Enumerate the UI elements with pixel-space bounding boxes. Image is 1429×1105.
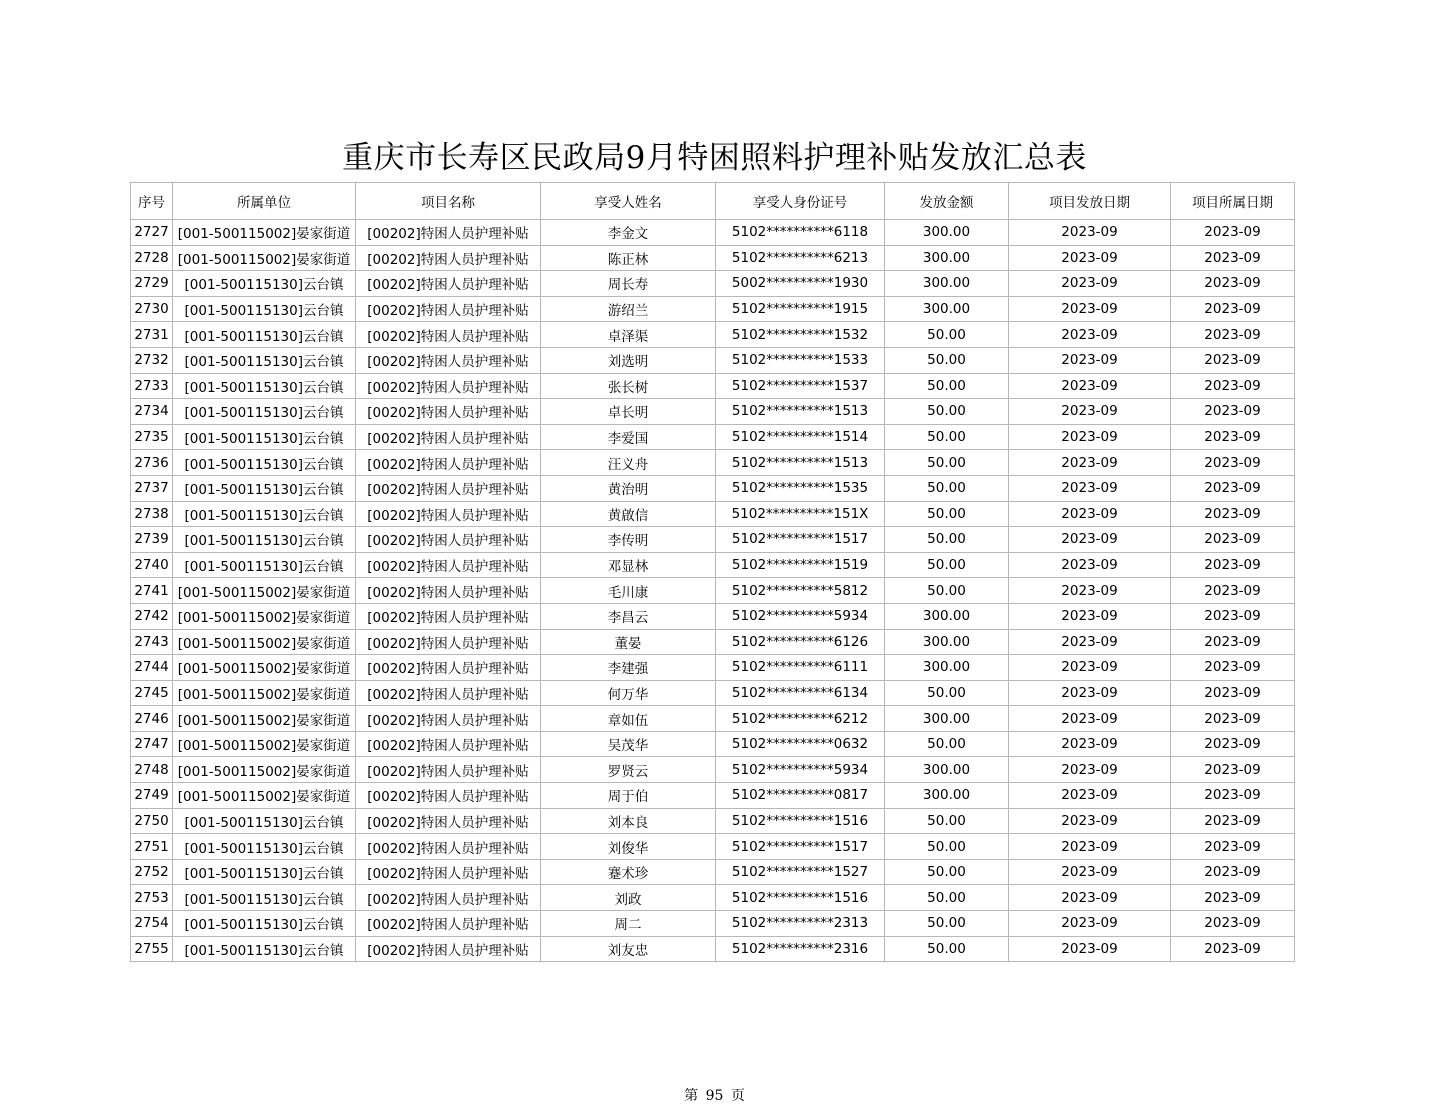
cell-id-number: 5102**********1514 <box>716 424 885 450</box>
cell-issue-date: 2023-09 <box>1009 783 1171 809</box>
cell-period-date: 2023-09 <box>1171 706 1295 732</box>
column-header-amount: 发放金额 <box>885 183 1009 220</box>
cell-amount: 50.00 <box>885 450 1009 476</box>
cell-period-date: 2023-09 <box>1171 527 1295 553</box>
table-row <box>131 399 1295 425</box>
cell-issue-date: 2023-09 <box>1009 936 1171 962</box>
cell-recipient-name: 汪义舟 <box>541 450 716 476</box>
table-row <box>131 322 1295 348</box>
cell-unit: [001-500115130]云台镇 <box>173 885 356 911</box>
cell-project-name: [00202]特困人员护理补贴 <box>356 808 541 834</box>
cell-amount: 50.00 <box>885 885 1009 911</box>
cell-id-number: 5102**********1516 <box>716 808 885 834</box>
cell-unit: [001-500115002]晏家街道 <box>173 706 356 732</box>
table-row <box>131 373 1295 399</box>
cell-id-number: 5102**********1527 <box>716 859 885 885</box>
cell-unit: [001-500115130]云台镇 <box>173 527 356 553</box>
cell-project-name: [00202]特困人员护理补贴 <box>356 783 541 809</box>
cell-project-name: [00202]特困人员护理补贴 <box>356 885 541 911</box>
cell-period-date: 2023-09 <box>1171 552 1295 578</box>
cell-unit: [001-500115130]云台镇 <box>173 475 356 501</box>
cell-issue-date: 2023-09 <box>1009 859 1171 885</box>
column-header-project-name: 项目名称 <box>356 183 541 220</box>
cell-project-name: [00202]特困人员护理补贴 <box>356 399 541 425</box>
page-title: 重庆市长寿区民政局9月特困照料护理补贴发放汇总表 <box>342 140 1087 176</box>
cell-unit: [001-500115130]云台镇 <box>173 936 356 962</box>
cell-period-date: 2023-09 <box>1171 859 1295 885</box>
table-row <box>131 424 1295 450</box>
cell-amount: 300.00 <box>885 783 1009 809</box>
cell-unit: [001-500115002]晏家街道 <box>173 655 356 681</box>
cell-id-number: 5102**********1513 <box>716 450 885 476</box>
cell-period-date: 2023-09 <box>1171 885 1295 911</box>
cell-issue-date: 2023-09 <box>1009 885 1171 911</box>
cell-project-name: [00202]特困人员护理补贴 <box>356 220 541 246</box>
cell-issue-date: 2023-09 <box>1009 347 1171 373</box>
cell-period-date: 2023-09 <box>1171 655 1295 681</box>
cell-id-number: 5102**********1532 <box>716 322 885 348</box>
cell-seq: 2751 <box>131 834 173 860</box>
cell-unit: [001-500115130]云台镇 <box>173 424 356 450</box>
cell-issue-date: 2023-09 <box>1009 399 1171 425</box>
cell-seq: 2738 <box>131 501 173 527</box>
cell-seq: 2735 <box>131 424 173 450</box>
cell-id-number: 5102**********6212 <box>716 706 885 732</box>
table-row <box>131 552 1295 578</box>
cell-recipient-name: 李传明 <box>541 527 716 553</box>
cell-period-date: 2023-09 <box>1171 373 1295 399</box>
cell-id-number: 5102**********2316 <box>716 936 885 962</box>
cell-period-date: 2023-09 <box>1171 399 1295 425</box>
cell-issue-date: 2023-09 <box>1009 911 1171 937</box>
cell-id-number: 5102**********6126 <box>716 629 885 655</box>
table-body <box>131 220 1295 962</box>
table-row <box>131 911 1295 937</box>
cell-recipient-name: 刘选明 <box>541 347 716 373</box>
table-row <box>131 501 1295 527</box>
cell-amount: 50.00 <box>885 399 1009 425</box>
cell-id-number: 5102**********6213 <box>716 245 885 271</box>
cell-recipient-name: 周长寿 <box>541 271 716 297</box>
table-header <box>131 183 1295 220</box>
table-row <box>131 706 1295 732</box>
cell-amount: 50.00 <box>885 475 1009 501</box>
cell-amount: 300.00 <box>885 706 1009 732</box>
cell-project-name: [00202]特困人员护理补贴 <box>356 373 541 399</box>
cell-seq: 2739 <box>131 527 173 553</box>
cell-id-number: 5102**********1513 <box>716 399 885 425</box>
cell-unit: [001-500115130]云台镇 <box>173 450 356 476</box>
cell-period-date: 2023-09 <box>1171 936 1295 962</box>
cell-unit: [001-500115130]云台镇 <box>173 296 356 322</box>
table-row <box>131 220 1295 246</box>
cell-period-date: 2023-09 <box>1171 245 1295 271</box>
cell-period-date: 2023-09 <box>1171 731 1295 757</box>
column-header-recipient-name: 享受人姓名 <box>541 183 716 220</box>
cell-recipient-name: 陈正林 <box>541 245 716 271</box>
cell-issue-date: 2023-09 <box>1009 706 1171 732</box>
cell-amount: 50.00 <box>885 834 1009 860</box>
cell-unit: [001-500115002]晏家街道 <box>173 220 356 246</box>
cell-id-number: 5102**********1537 <box>716 373 885 399</box>
cell-id-number: 5102**********6111 <box>716 655 885 681</box>
cell-recipient-name: 周于伯 <box>541 783 716 809</box>
cell-project-name: [00202]特困人员护理补贴 <box>356 347 541 373</box>
cell-unit: [001-500115002]晏家街道 <box>173 603 356 629</box>
table-row <box>131 629 1295 655</box>
table-row <box>131 834 1295 860</box>
cell-recipient-name: 李爱国 <box>541 424 716 450</box>
cell-project-name: [00202]特困人员护理补贴 <box>356 578 541 604</box>
cell-unit: [001-500115002]晏家街道 <box>173 783 356 809</box>
cell-project-name: [00202]特困人员护理补贴 <box>356 322 541 348</box>
cell-recipient-name: 黄啟信 <box>541 501 716 527</box>
cell-unit: [001-500115130]云台镇 <box>173 834 356 860</box>
cell-seq: 2754 <box>131 911 173 937</box>
cell-unit: [001-500115130]云台镇 <box>173 552 356 578</box>
cell-amount: 300.00 <box>885 757 1009 783</box>
cell-recipient-name: 周二 <box>541 911 716 937</box>
cell-id-number: 5102**********1533 <box>716 347 885 373</box>
cell-unit: [001-500115002]晏家街道 <box>173 731 356 757</box>
cell-seq: 2732 <box>131 347 173 373</box>
cell-amount: 300.00 <box>885 220 1009 246</box>
cell-seq: 2740 <box>131 552 173 578</box>
cell-period-date: 2023-09 <box>1171 450 1295 476</box>
cell-recipient-name: 刘政 <box>541 885 716 911</box>
table-row <box>131 859 1295 885</box>
cell-seq: 2734 <box>131 399 173 425</box>
cell-seq: 2744 <box>131 655 173 681</box>
cell-period-date: 2023-09 <box>1171 475 1295 501</box>
cell-recipient-name: 吴茂华 <box>541 731 716 757</box>
cell-recipient-name: 罗贤云 <box>541 757 716 783</box>
cell-recipient-name: 毛川康 <box>541 578 716 604</box>
cell-period-date: 2023-09 <box>1171 347 1295 373</box>
cell-recipient-name: 刘本良 <box>541 808 716 834</box>
table-row <box>131 655 1295 681</box>
cell-period-date: 2023-09 <box>1171 424 1295 450</box>
cell-seq: 2727 <box>131 220 173 246</box>
cell-issue-date: 2023-09 <box>1009 527 1171 553</box>
cell-id-number: 5102**********1516 <box>716 885 885 911</box>
cell-id-number: 5102**********2313 <box>716 911 885 937</box>
cell-issue-date: 2023-09 <box>1009 424 1171 450</box>
cell-project-name: [00202]特困人员护理补贴 <box>356 859 541 885</box>
cell-issue-date: 2023-09 <box>1009 578 1171 604</box>
cell-id-number: 5102**********5812 <box>716 578 885 604</box>
cell-unit: [001-500115002]晏家街道 <box>173 245 356 271</box>
cell-id-number: 5002**********1930 <box>716 271 885 297</box>
cell-id-number: 5102**********5934 <box>716 757 885 783</box>
cell-seq: 2741 <box>131 578 173 604</box>
cell-amount: 50.00 <box>885 347 1009 373</box>
cell-period-date: 2023-09 <box>1171 680 1295 706</box>
cell-recipient-name: 章如伍 <box>541 706 716 732</box>
cell-period-date: 2023-09 <box>1171 296 1295 322</box>
table-row <box>131 885 1295 911</box>
cell-amount: 50.00 <box>885 936 1009 962</box>
cell-issue-date: 2023-09 <box>1009 552 1171 578</box>
cell-project-name: [00202]特困人员护理补贴 <box>356 245 541 271</box>
cell-recipient-name: 董晏 <box>541 629 716 655</box>
cell-id-number: 5102**********1519 <box>716 552 885 578</box>
cell-issue-date: 2023-09 <box>1009 450 1171 476</box>
cell-project-name: [00202]特困人员护理补贴 <box>356 731 541 757</box>
column-header-id-number: 享受人身份证号 <box>716 183 885 220</box>
cell-project-name: [00202]特困人员护理补贴 <box>356 271 541 297</box>
cell-recipient-name: 张长树 <box>541 373 716 399</box>
table-row <box>131 680 1295 706</box>
cell-amount: 300.00 <box>885 655 1009 681</box>
table-row <box>131 296 1295 322</box>
cell-project-name: [00202]特困人员护理补贴 <box>356 757 541 783</box>
cell-recipient-name: 卓长明 <box>541 399 716 425</box>
column-header-unit: 所属单位 <box>173 183 356 220</box>
cell-amount: 50.00 <box>885 501 1009 527</box>
table-row <box>131 347 1295 373</box>
table-row <box>131 757 1295 783</box>
cell-issue-date: 2023-09 <box>1009 629 1171 655</box>
cell-period-date: 2023-09 <box>1171 578 1295 604</box>
cell-period-date: 2023-09 <box>1171 783 1295 809</box>
cell-unit: [001-500115002]晏家街道 <box>173 578 356 604</box>
cell-id-number: 5102**********5934 <box>716 603 885 629</box>
cell-amount: 50.00 <box>885 808 1009 834</box>
cell-period-date: 2023-09 <box>1171 322 1295 348</box>
cell-seq: 2729 <box>131 271 173 297</box>
cell-seq: 2753 <box>131 885 173 911</box>
table-row <box>131 731 1295 757</box>
cell-id-number: 5102**********6118 <box>716 220 885 246</box>
cell-issue-date: 2023-09 <box>1009 834 1171 860</box>
cell-project-name: [00202]特困人员护理补贴 <box>356 450 541 476</box>
cell-project-name: [00202]特困人员护理补贴 <box>356 552 541 578</box>
cell-issue-date: 2023-09 <box>1009 757 1171 783</box>
cell-amount: 300.00 <box>885 271 1009 297</box>
cell-period-date: 2023-09 <box>1171 757 1295 783</box>
table-row <box>131 783 1295 809</box>
cell-seq: 2736 <box>131 450 173 476</box>
cell-project-name: [00202]特困人员护理补贴 <box>356 706 541 732</box>
cell-unit: [001-500115130]云台镇 <box>173 373 356 399</box>
cell-unit: [001-500115130]云台镇 <box>173 399 356 425</box>
cell-amount: 50.00 <box>885 527 1009 553</box>
cell-project-name: [00202]特困人员护理补贴 <box>356 834 541 860</box>
cell-recipient-name: 邓显林 <box>541 552 716 578</box>
cell-issue-date: 2023-09 <box>1009 373 1171 399</box>
cell-amount: 50.00 <box>885 731 1009 757</box>
cell-project-name: [00202]特困人员护理补贴 <box>356 603 541 629</box>
cell-issue-date: 2023-09 <box>1009 296 1171 322</box>
cell-unit: [001-500115130]云台镇 <box>173 501 356 527</box>
cell-project-name: [00202]特困人员护理补贴 <box>356 527 541 553</box>
column-header-issue-date: 项目发放日期 <box>1009 183 1171 220</box>
cell-id-number: 5102**********0817 <box>716 783 885 809</box>
cell-project-name: [00202]特困人员护理补贴 <box>356 680 541 706</box>
cell-unit: [001-500115130]云台镇 <box>173 347 356 373</box>
cell-seq: 2743 <box>131 629 173 655</box>
cell-seq: 2750 <box>131 808 173 834</box>
cell-recipient-name: 李金文 <box>541 220 716 246</box>
cell-issue-date: 2023-09 <box>1009 501 1171 527</box>
cell-recipient-name: 李昌云 <box>541 603 716 629</box>
cell-amount: 50.00 <box>885 373 1009 399</box>
cell-amount: 300.00 <box>885 603 1009 629</box>
cell-amount: 50.00 <box>885 552 1009 578</box>
cell-seq: 2737 <box>131 475 173 501</box>
cell-seq: 2752 <box>131 859 173 885</box>
cell-id-number: 5102**********1517 <box>716 527 885 553</box>
cell-period-date: 2023-09 <box>1171 911 1295 937</box>
cell-project-name: [00202]特困人员护理补贴 <box>356 655 541 681</box>
table-row <box>131 578 1295 604</box>
cell-period-date: 2023-09 <box>1171 629 1295 655</box>
cell-seq: 2733 <box>131 373 173 399</box>
cell-project-name: [00202]特困人员护理补贴 <box>356 424 541 450</box>
cell-issue-date: 2023-09 <box>1009 808 1171 834</box>
cell-period-date: 2023-09 <box>1171 501 1295 527</box>
cell-unit: [001-500115002]晏家街道 <box>173 680 356 706</box>
cell-recipient-name: 刘友忠 <box>541 936 716 962</box>
table-row <box>131 527 1295 553</box>
cell-id-number: 5102**********1517 <box>716 834 885 860</box>
cell-seq: 2755 <box>131 936 173 962</box>
cell-amount: 50.00 <box>885 911 1009 937</box>
cell-recipient-name: 刘俊华 <box>541 834 716 860</box>
cell-unit: [001-500115130]云台镇 <box>173 322 356 348</box>
table-header-row <box>131 183 1295 220</box>
cell-id-number: 5102**********6134 <box>716 680 885 706</box>
column-header-period-date: 项目所属日期 <box>1171 183 1295 220</box>
column-header-seq: 序号 <box>131 183 173 220</box>
cell-issue-date: 2023-09 <box>1009 655 1171 681</box>
cell-seq: 2745 <box>131 680 173 706</box>
cell-project-name: [00202]特困人员护理补贴 <box>356 629 541 655</box>
cell-unit: [001-500115002]晏家街道 <box>173 629 356 655</box>
cell-issue-date: 2023-09 <box>1009 680 1171 706</box>
cell-project-name: [00202]特困人员护理补贴 <box>356 936 541 962</box>
cell-seq: 2748 <box>131 757 173 783</box>
cell-unit: [001-500115002]晏家街道 <box>173 757 356 783</box>
cell-project-name: [00202]特困人员护理补贴 <box>356 501 541 527</box>
cell-seq: 2742 <box>131 603 173 629</box>
cell-period-date: 2023-09 <box>1171 834 1295 860</box>
table-row <box>131 808 1295 834</box>
cell-issue-date: 2023-09 <box>1009 245 1171 271</box>
cell-unit: [001-500115130]云台镇 <box>173 859 356 885</box>
cell-project-name: [00202]特困人员护理补贴 <box>356 475 541 501</box>
cell-amount: 50.00 <box>885 859 1009 885</box>
cell-id-number: 5102**********151X <box>716 501 885 527</box>
table-row <box>131 245 1295 271</box>
cell-recipient-name: 黄治明 <box>541 475 716 501</box>
cell-period-date: 2023-09 <box>1171 808 1295 834</box>
table-row <box>131 475 1295 501</box>
page-number: 第 95 页 <box>684 1088 745 1104</box>
cell-issue-date: 2023-09 <box>1009 603 1171 629</box>
cell-amount: 300.00 <box>885 296 1009 322</box>
cell-project-name: [00202]特困人员护理补贴 <box>356 911 541 937</box>
cell-amount: 50.00 <box>885 424 1009 450</box>
cell-seq: 2728 <box>131 245 173 271</box>
cell-period-date: 2023-09 <box>1171 271 1295 297</box>
cell-seq: 2730 <box>131 296 173 322</box>
cell-seq: 2746 <box>131 706 173 732</box>
cell-id-number: 5102**********1915 <box>716 296 885 322</box>
cell-issue-date: 2023-09 <box>1009 731 1171 757</box>
cell-amount: 300.00 <box>885 245 1009 271</box>
table-row <box>131 603 1295 629</box>
table-row <box>131 936 1295 962</box>
table-row <box>131 271 1295 297</box>
cell-recipient-name: 何万华 <box>541 680 716 706</box>
cell-amount: 50.00 <box>885 680 1009 706</box>
cell-unit: [001-500115130]云台镇 <box>173 911 356 937</box>
cell-amount: 50.00 <box>885 322 1009 348</box>
cell-recipient-name: 游绍兰 <box>541 296 716 322</box>
cell-issue-date: 2023-09 <box>1009 475 1171 501</box>
cell-period-date: 2023-09 <box>1171 220 1295 246</box>
cell-recipient-name: 蹇术珍 <box>541 859 716 885</box>
cell-amount: 300.00 <box>885 629 1009 655</box>
cell-id-number: 5102**********1535 <box>716 475 885 501</box>
cell-amount: 50.00 <box>885 578 1009 604</box>
cell-period-date: 2023-09 <box>1171 603 1295 629</box>
cell-unit: [001-500115130]云台镇 <box>173 271 356 297</box>
cell-id-number: 5102**********0632 <box>716 731 885 757</box>
cell-issue-date: 2023-09 <box>1009 322 1171 348</box>
cell-seq: 2749 <box>131 783 173 809</box>
summary-table <box>130 182 1295 962</box>
cell-seq: 2731 <box>131 322 173 348</box>
cell-issue-date: 2023-09 <box>1009 271 1171 297</box>
cell-recipient-name: 李建强 <box>541 655 716 681</box>
cell-project-name: [00202]特困人员护理补贴 <box>356 296 541 322</box>
cell-unit: [001-500115130]云台镇 <box>173 808 356 834</box>
cell-seq: 2747 <box>131 731 173 757</box>
cell-recipient-name: 卓泽渠 <box>541 322 716 348</box>
table-row <box>131 450 1295 476</box>
cell-issue-date: 2023-09 <box>1009 220 1171 246</box>
